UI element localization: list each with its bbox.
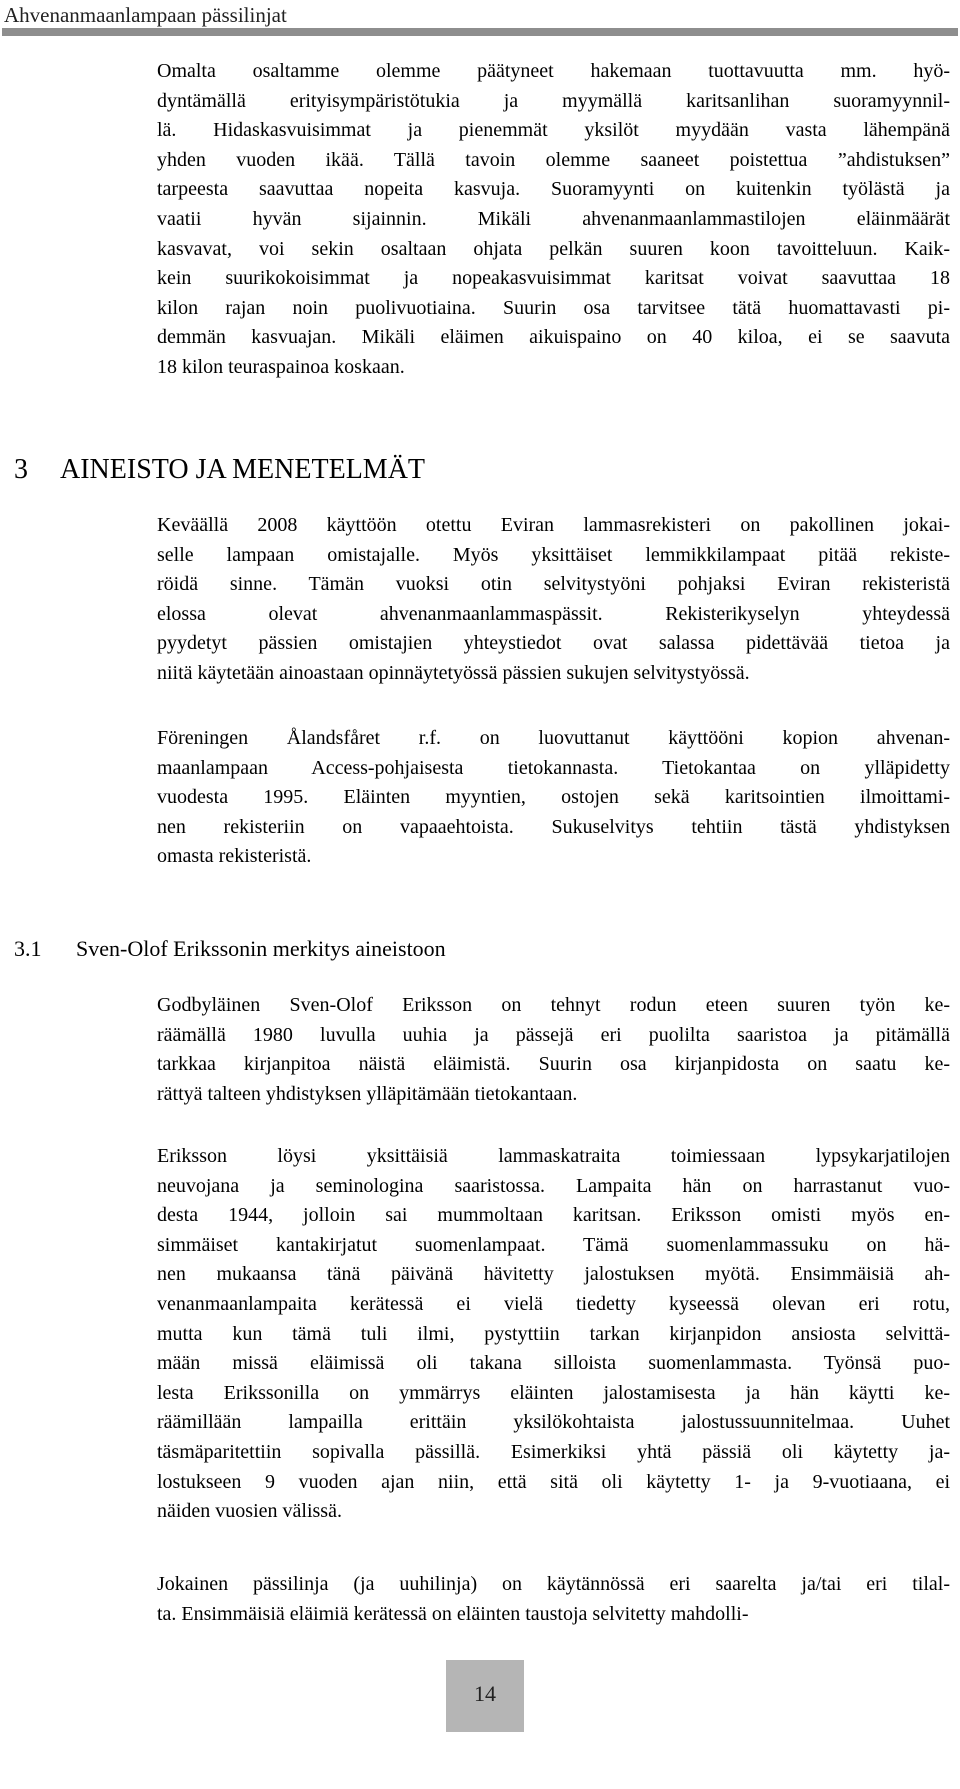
paragraph-eriksson-intro xyxy=(157,991,950,1109)
text-line: yhden vuoden ikää. Tällä tavoin olemme saaneet poistettua ”ahdistuksen” xyxy=(157,148,950,171)
subsection-number: 3.1 xyxy=(14,936,42,961)
running-header xyxy=(0,0,960,40)
text-line: elossa olevat ahvenanmaanlammaspässit. Rekisterikyselyn yhteydessä xyxy=(157,602,950,625)
text-line: Godbyläinen Sven-Olof Eriksson on tehnyt rodun eteen suuren työn ke- xyxy=(157,994,950,1016)
text-line: nen rekisteriin on vapaaehtoista. Sukuselvitys tehtiin tästä yhdistyksen xyxy=(157,815,950,838)
text-line: kein suurikokoisimmat ja nopeakasvuisimmat karitsat voivat saavuttaa 18 xyxy=(157,267,950,290)
text-line: mutta kun tämä tuli ilmi, pystyttiin tarkan kirjanpidon ansiosta selvittä- xyxy=(157,1322,950,1345)
section-title: AINEISTO JA MENETELMÄT xyxy=(60,454,426,485)
text-line: simmäiset kantakirjatut suomenlampaat. Tämä suomenlammassuku on hä- xyxy=(157,1233,950,1256)
text-line: rättyä talteen yhdistyksen ylläpitämään tietokantaan. xyxy=(157,1082,578,1105)
page-number: 14 xyxy=(446,1660,524,1732)
text-line: Keväällä 2008 käyttöön otettu Eviran lammasrekisteri on pakollinen jokai- xyxy=(157,514,950,536)
text-line: Eriksson löysi yksittäisiä lammaskatraita toimiessaan lypsykarjatilojen xyxy=(157,1145,950,1167)
text-line: pyydetyt pässien omistajien yhteystiedot ovat salassa pidettävää tietoa ja xyxy=(157,632,950,655)
paragraph-lines xyxy=(157,1570,950,1629)
text-line: lä. Hidaskasvuisimmat ja pienemmät yksilöt myydään vasta lähempänä xyxy=(157,119,950,142)
text-line: vuodesta 1995. Eläinten myyntien, ostojen sekä karitsointien ilmoittami- xyxy=(157,786,950,809)
paragraph-database xyxy=(157,724,950,872)
text-line: räämällä 1980 luvulla uuhia ja pässejä eri puolilta saaristoa ja pitämällä xyxy=(157,1023,950,1046)
subsection-heading-3-1 xyxy=(14,934,446,964)
paragraph-registry xyxy=(157,511,950,689)
text-line: tarkkaa kirjanpitoa näistä eläimistä. Suurin osa kirjanpidosta on saatu ke- xyxy=(157,1053,950,1076)
text-line: nen mukaansa tänä päivänä hävitetty jalostuksen myötä. Ensimmäisiä ah- xyxy=(157,1263,950,1286)
text-line: selle lampaan omistajalle. Myös yksittäiset lemmikkilampaat pitää rekiste- xyxy=(157,543,950,566)
text-line: Föreningen Ålandsfåret r.f. on luovuttanut käyttööni kopion ahvenan- xyxy=(157,727,950,749)
text-line: venanmaanlampaita kerätessä ei vielä tiedetty kyseessä olevan eri rotu, xyxy=(157,1292,950,1315)
section-number: 3 xyxy=(14,454,28,485)
text-line: Omalta osaltamme olemme päätyneet hakemaan tuottavuutta mm. hyö- xyxy=(157,60,950,82)
text-line: maanlampaan Access-pohjaisesta tietokannasta. Tietokantaa on ylläpidetty xyxy=(157,756,950,779)
text-line: mään missä eläimissä oli takana silloista suomenlammasta. Työnsä puo- xyxy=(157,1352,950,1375)
text-line: demmän kasvuajan. Mikäli eläimen aikuispaino on 40 kiloa, ei se saavuta xyxy=(157,326,950,349)
text-line: lostukseen 9 vuoden ajan niin, että sitä oli käytetty 1- ja 9-vuotiaana, ei xyxy=(157,1470,950,1493)
text-line: röidä sinne. Tämän vuoksi otin selvitystyöni pohjaksi Eviran rekisteristä xyxy=(157,573,950,596)
paragraph-intro xyxy=(157,57,950,383)
header-rule xyxy=(2,28,958,36)
text-line: kasvavat, voi sekin osaltaan ohjata pelkän suuren koon tavoitteluun. Kaik- xyxy=(157,237,950,260)
text-line: omasta rekisteristä. xyxy=(157,845,312,868)
text-line: tarpeesta saavuttaa nopeita kasvuja. Suoramyynti on kuitenkin työlästä ja xyxy=(157,178,950,201)
text-line: räämillään lampailla erittäin yksilökohtaista jalostussuunnitelmaa. Uuhet xyxy=(157,1411,950,1434)
subsection-title: Sven-Olof Erikssonin merkitys aineistoon xyxy=(76,936,446,961)
text-line: kilon rajan noin puolivuotiaina. Suurin osa tarvitsee tätä huomattavasti pi- xyxy=(157,296,950,319)
text-line: täsmäparitettiin sopivalla pässillä. Esimerkiksi yhtä pässiä oli käytetty ja- xyxy=(157,1440,950,1463)
text-line: näiden vuosien välissä. xyxy=(157,1500,342,1523)
text-line: vaatii hyvän sijainnin. Mikäli ahvenanmaanlammastilojen eläinmäärät xyxy=(157,207,950,230)
document-title: Ahvenanmaanlampaan pässilinjat xyxy=(4,3,287,27)
text-line: Jokainen pässilinja (ja uuhilinja) on käytännössä eri saarelta ja/tai eri tilal- xyxy=(157,1573,950,1595)
text-line: desta 1944, jolloin sai mummoltaan karitsan. Eriksson omisti myös en- xyxy=(157,1204,950,1227)
paragraph-eriksson-work xyxy=(157,1142,950,1527)
text-line: dyntämällä erityisympäristötukia ja myymällä karitsanlihan suoramyynnil- xyxy=(157,89,950,112)
section-heading-3 xyxy=(14,452,425,488)
text-line: 18 kilon teuraspainoa koskaan. xyxy=(157,355,405,378)
text-line: ta. Ensimmäisiä eläimiä kerätessä on eläinten taustoja selvitetty mahdolli- xyxy=(157,1602,749,1625)
text-line: niitä käytetään ainoastaan opinnäytetyössä pässien sukujen selvitystyössä. xyxy=(157,661,750,684)
text-line: neuvojana ja seminologina saaristossa. Lampaita hän on harrastanut vuo- xyxy=(157,1174,950,1197)
text-line: lesta Erikssonilla on ymmärrys eläinten jalostamisesta ja hän käytti ke- xyxy=(157,1381,950,1404)
